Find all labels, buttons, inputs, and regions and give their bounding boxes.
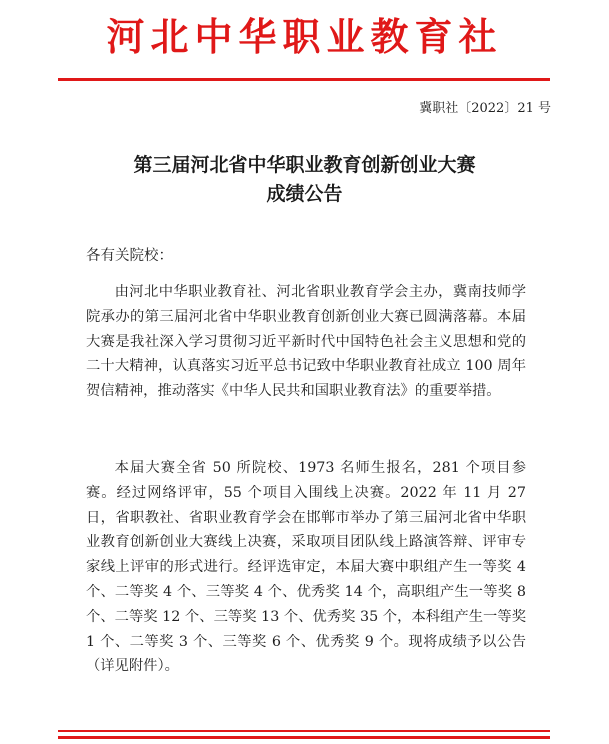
masthead-divider: [58, 78, 550, 81]
masthead-title: 河北中华职业教育社: [106, 15, 503, 59]
salutation: 各有关院校：: [86, 248, 173, 264]
document-number: 冀职社〔2022〕21 号: [419, 101, 551, 116]
document-title-line-2: 成绩公告: [266, 183, 343, 205]
footer-divider-thick: [58, 736, 550, 739]
body-paragraph-2: 本届大赛全省 50 所院校、1973 名师生报名，281 个项目参赛。经过网络评审，55 个项目入围线上决赛。2022 年 11 月 27 日，省职教社、省职业教育学会在邯郸市举办了第三届河北省中华职业教育创新创业大赛线上决赛，采取项目团队线上路演答辩、评审专家线上评审的形式进行。经评选审定，本届大赛中职组产生一等奖 4 个、二等奖 4 个、三等奖 4 个、优秀奖 14 个，高职组产生一等奖 8 个、二等奖 12 个、三等奖 13 个、优秀奖 35 个，本科组产生一等奖 1 个、二等奖 3 个、三等奖 6 个、优秀奖 9 个。现将成绩予以公告（详见附件）。: [86, 460, 526, 675]
document-title-line-1: 第三届河北省中华职业教育创新创业大赛: [133, 154, 476, 176]
body-paragraph-1: 由河北中华职业教育社、河北省职业教育学会主办，冀南技师学院承办的第三届河北省中华职业教育创新创业大赛已圆满落幕。本届大赛是我社深入学习贯彻习近平新时代中国特色社会主义思想和党的二十大精神，认真落实习近平总书记致中华职业教育社成立 100 周年贺信精神，推动落实《中华人民共和国职业教育法》的重要举措。: [86, 284, 526, 400]
footer-divider-thin: [58, 730, 550, 732]
